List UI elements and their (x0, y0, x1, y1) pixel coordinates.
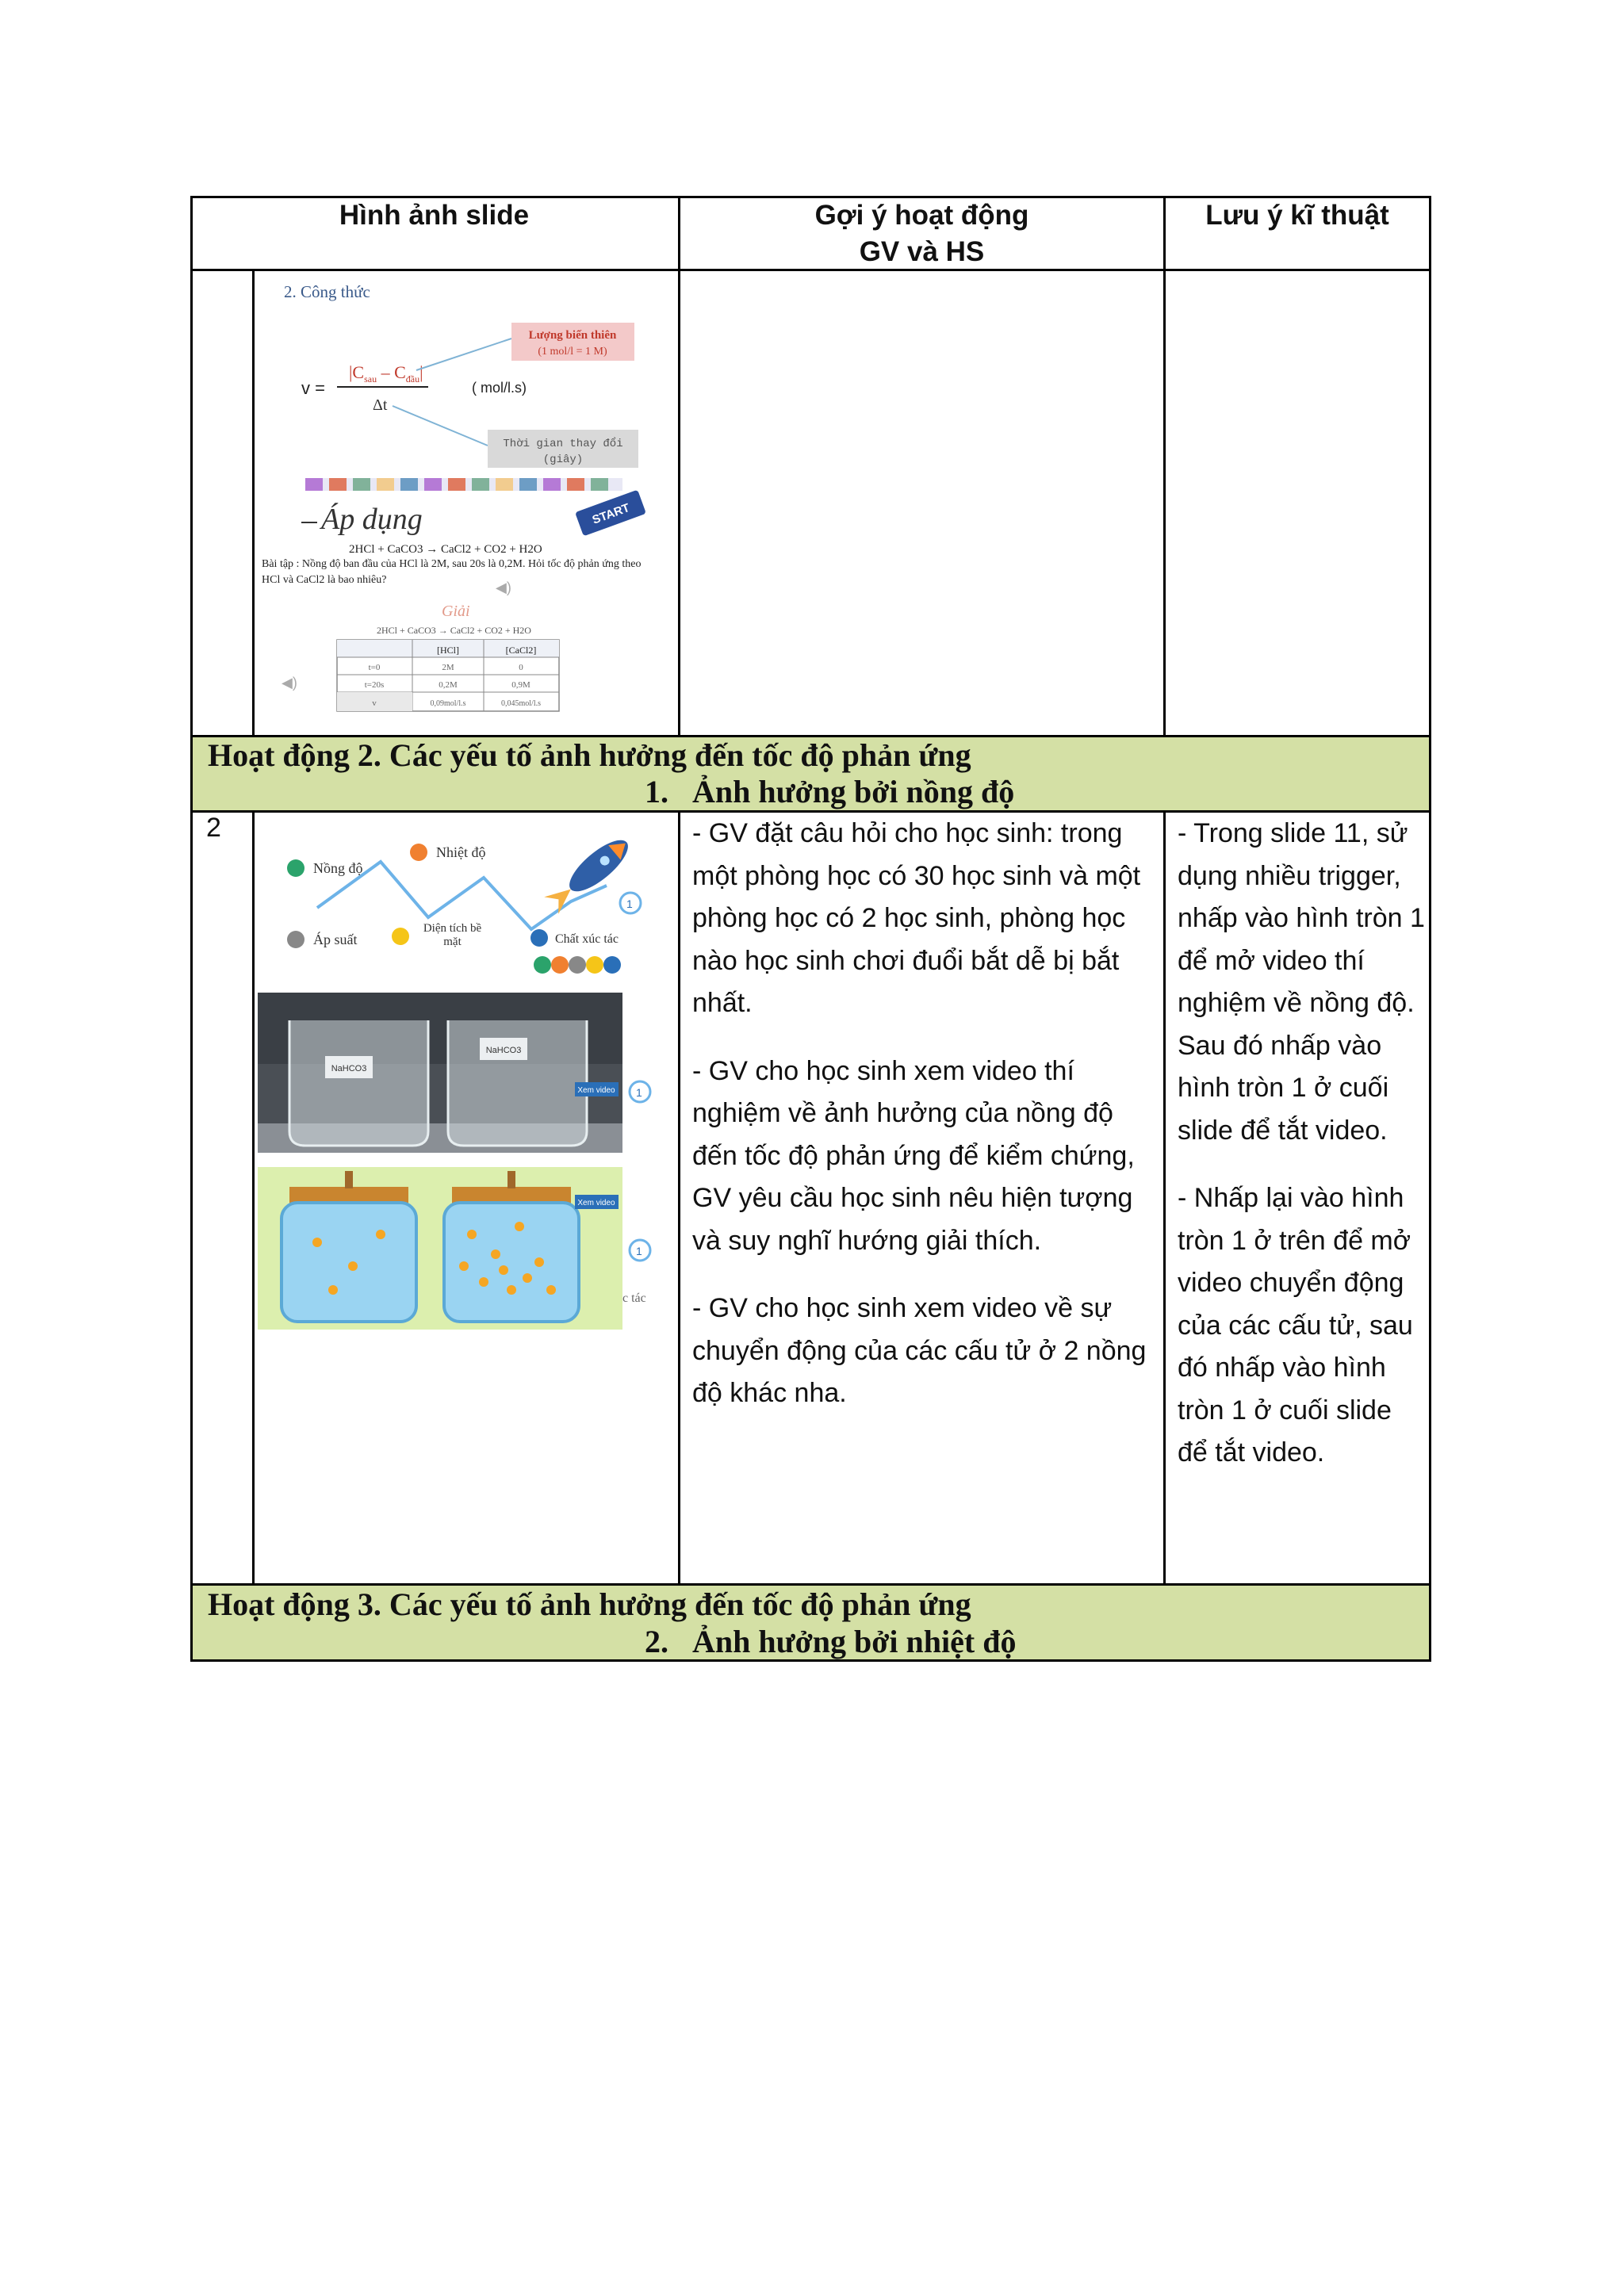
row-number: 2 (206, 813, 221, 843)
svg-text:1: 1 (636, 1086, 642, 1099)
reaction-equation: 2HCl + CaCO3 → CaCl2 + CO2 + H2O (349, 543, 542, 556)
formula-v: v = (301, 378, 325, 398)
section-2-subtitle: 1. Ảnh hưởng bởi nồng độ (645, 774, 1015, 809)
exercise-text: Bài tập : Nồng độ ban đầu của HCl là 2M, sau 20s là 0,2M. Hỏi tốc độ phản ứng theo HCl và CaCl2 là bao nhiêu? (262, 558, 642, 586)
apply-title: Áp dụng (321, 503, 423, 536)
activity-suggestions: - GV đặt câu hỏi cho học sinh: trong một phòng học có 30 học sinh và một phòng học có 2 học sinh, phòng học nào học sinh chơi đuổi bắt dễ bị bắt nhất. - GV cho học sinh xem video thí nghiệm về ảnh hưởng của nồng độ đến tốc độ phản ứng để kiểm chứng, GV yêu cầu học sinh nêu hiện tượng và suy nghĩ hướng giải thích. - GV cho học sinh xem video về sự chuyển động của các cấu tử ở 2 nồng độ khác nha. (692, 818, 1147, 1408)
speaker-icon-2: ◀) (282, 675, 297, 691)
section-2-title: Hoạt động 2. Các yếu tố ảnh hưởng đến tốc độ phản ứng (208, 737, 971, 773)
svg-text:1: 1 (636, 1245, 642, 1257)
svg-text:(1 mol/l = 1 M): (1 mol/l = 1 M) (538, 346, 607, 358)
svg-text:Lượng biến thiên: Lượng biến thiên (528, 329, 617, 342)
header-technical-notes: Lưu ý kĩ thuật (1205, 200, 1389, 231)
svg-text:t=0: t=0 (368, 663, 381, 672)
slide-image-concentration (258, 822, 674, 1583)
table-border (1163, 810, 1166, 1583)
formula-unit: ( mol/l.s) (472, 380, 527, 396)
table-border (1429, 196, 1431, 1662)
section-3-title: Hoạt động 3. Các yếu tố ảnh hưởng đến tốc độ phản ứng (208, 1586, 971, 1622)
svg-text:Xem video: Xem video (577, 1199, 615, 1207)
factor-concentration: Nồng độ (313, 860, 363, 876)
table-border (678, 810, 680, 1583)
factor-catalyst: Chất xúc tác (555, 932, 619, 946)
table-border (678, 269, 680, 735)
solution-label: Giải (442, 603, 470, 620)
start-badge (575, 490, 646, 537)
svg-text:Thời gian thay đổi: Thời gian thay đổi (503, 438, 623, 450)
decorative-figures (305, 478, 622, 491)
svg-text:v: v (372, 698, 377, 708)
svg-text:t=20s: t=20s (364, 680, 385, 690)
header-slide-image: Hình ảnh slide (339, 200, 530, 231)
svg-text:START: START (590, 501, 632, 527)
table-border (252, 810, 255, 1583)
svg-text:0,045mol/l.s: 0,045mol/l.s (500, 699, 542, 708)
technical-notes: - Trong slide 11, sử dụng nhiều trigger, nhấp vào hình tròn 1 để mở video thí nghiệm về nồng độ. Sau đó nhấp vào hình tròn 1 ở cuối slide để tắt video. - Nhấp lại vào hình tròn 1 ở trên để mở video chuyển động của các cấu tử, sau đó nhấp vào hình tròn 1 ở cuối slide để tắt video. (1178, 818, 1425, 1468)
formula-slide-graphic (258, 275, 674, 731)
speaker-icon: ◀) (496, 580, 511, 595)
section-3-subtitle: 2. Ảnh hưởng bởi nhiệt độ (645, 1624, 1017, 1659)
table-border (190, 196, 193, 1662)
svg-text:0,9M: 0,9M (511, 680, 530, 690)
solution-table (337, 640, 559, 711)
svg-text:NaHCO3: NaHCO3 (485, 1046, 522, 1055)
rocket-icon (542, 832, 635, 916)
trigger-circles (534, 956, 621, 974)
lesson-table (190, 196, 1431, 1662)
concentration-slide-graphic (258, 822, 674, 1583)
svg-text:[HCl]: [HCl] (437, 645, 459, 656)
table-border (1163, 269, 1166, 735)
slide-image-formula (258, 275, 674, 731)
formula-numerator: $|C_{sau} - C_{đầu}|$ (349, 362, 423, 385)
factor-temperature: Nhiệt độ (436, 844, 486, 860)
slide-section-title: 2. Công thức (284, 282, 370, 301)
factor-pressure: Áp suất (313, 932, 358, 947)
table-border (252, 269, 255, 735)
svg-text:0,09mol/l.s: 0,09mol/l.s (430, 699, 466, 708)
formula-denominator: Δt (373, 396, 388, 414)
factor-surface-area: Diện tích bề mặt (423, 922, 482, 948)
svg-text:2M: 2M (442, 663, 454, 672)
svg-text:Xem video: Xem video (577, 1086, 615, 1095)
svg-text:2HCl + CaCO3 → CaCl2 + CO2 + H: 2HCl + CaCO3 → CaCl2 + CO2 + H2O (377, 625, 531, 636)
svg-text:0,2M: 0,2M (439, 680, 458, 690)
header-activity: Gợi ý hoạt động GV và HS (814, 200, 1029, 267)
svg-text:NaHCO3: NaHCO3 (331, 1064, 367, 1073)
svg-text:0: 0 (519, 663, 523, 672)
svg-text:(giây): (giây) (542, 453, 584, 466)
svg-text:[CaCl2]: [CaCl2] (505, 645, 537, 656)
svg-text:1: 1 (626, 897, 633, 910)
svg-text:c tác: c tác (622, 1292, 646, 1305)
